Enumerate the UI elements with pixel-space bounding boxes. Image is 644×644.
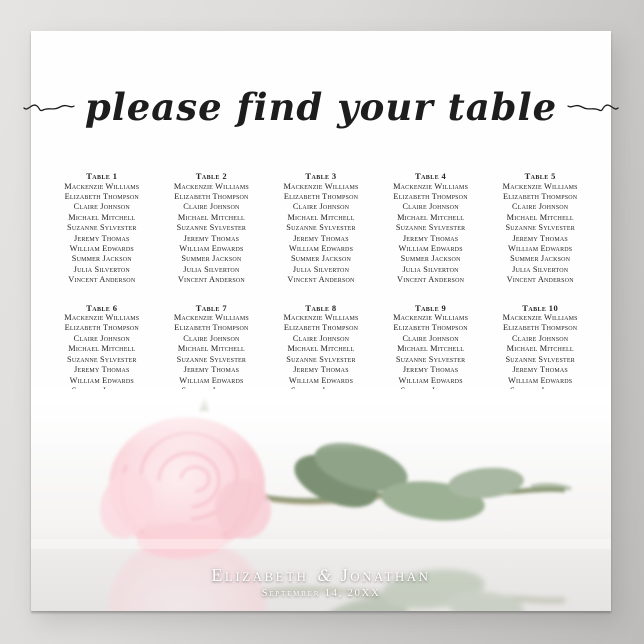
guest-name: William Edwards — [398, 243, 463, 253]
footer — [31, 565, 611, 599]
table-column-4 — [378, 171, 484, 286]
title-row — [31, 71, 611, 143]
table-column-2 — [159, 171, 265, 286]
guest-name: Michael Mitchell — [506, 344, 574, 354]
guest-name: William Edwards — [288, 375, 354, 385]
guest-name: William Edwards — [288, 243, 354, 253]
guest-name: Elizabeth Thompson — [283, 191, 359, 201]
guest-name: Mackenzie Williams — [393, 181, 469, 191]
guest-name: Vincent Anderson — [177, 275, 245, 285]
guest-name: Claire Johnson — [292, 202, 350, 212]
bride-name: Elizabeth — [211, 565, 309, 585]
table-label: Table 4 — [415, 171, 447, 181]
couple-names — [31, 565, 611, 586]
guest-name: Claire Johnson — [402, 333, 459, 343]
table-label: Table 9 — [415, 302, 447, 313]
guest-name: Elizabeth Thompson — [393, 191, 468, 201]
guest-name: Mackenzie Williams — [173, 313, 249, 323]
guest-name: Suzanne Sylvester — [395, 354, 466, 364]
table-label: Table 8 — [305, 302, 337, 313]
guest-name: William Edwards — [179, 375, 244, 385]
groom-name: Jonathan — [340, 565, 431, 585]
guest-name: Mackenzie Williams — [283, 313, 359, 323]
guest-name: Summer Jackson — [290, 254, 352, 264]
guest-name: Elizabeth Thompson — [64, 323, 139, 333]
guest-name: Vincent Anderson — [397, 275, 465, 285]
ampersand: & — [317, 566, 332, 585]
flourish-left-icon — [23, 98, 75, 116]
guest-name: Summer Jackson — [181, 254, 242, 264]
guest-name: Jeremy Thomas — [293, 233, 349, 243]
guest-name: Julia Silverton — [512, 264, 569, 274]
guest-name: Summer Jackson — [400, 254, 461, 264]
guest-name: Jeremy Thomas — [402, 365, 459, 375]
wedding-date: September 14, 20XX — [261, 588, 381, 599]
guest-name: Jeremy Thomas — [512, 365, 568, 375]
seating-chart-poster — [31, 31, 611, 611]
guest-name: Suzanne Sylvester — [286, 223, 356, 233]
guest-name: Claire Johnson — [512, 333, 569, 343]
guest-name: Michael Mitchell — [177, 344, 245, 354]
poster-title: please find your table — [84, 85, 558, 129]
guest-name: Suzanne Sylvester — [505, 354, 575, 364]
flourish-right-icon — [567, 98, 619, 116]
guest-name: William Edwards — [398, 375, 463, 385]
guest-name: Claire Johnson — [183, 333, 240, 343]
guest-name: Claire Johnson — [183, 202, 240, 212]
guest-name: Elizabeth Thompson — [503, 191, 578, 201]
guest-name: Suzanne Sylvester — [67, 354, 137, 364]
guest-name: Jeremy Thomas — [402, 233, 459, 243]
guest-name: William Edwards — [69, 243, 134, 253]
table-label: Table 3 — [305, 171, 337, 181]
table-column-1 — [49, 171, 155, 286]
guest-name: Jeremy Thomas — [74, 365, 130, 375]
guest-name: Julia Silverton — [183, 264, 240, 274]
guest-name: Jeremy Thomas — [293, 365, 349, 375]
guest-name: Claire Johnson — [73, 333, 130, 343]
guest-name: Suzanne Sylvester — [176, 223, 247, 233]
guest-name: Elizabeth Thompson — [174, 191, 249, 201]
guest-name: Summer Jackson — [71, 254, 132, 264]
guest-name: Jeremy Thomas — [74, 233, 130, 243]
guest-name: Suzanne Sylvester — [505, 223, 575, 233]
guest-name: Jeremy Thomas — [183, 233, 240, 243]
guest-name: Michael Mitchell — [68, 344, 136, 354]
guest-name: Julia Silverton — [73, 264, 130, 274]
guest-name: Claire Johnson — [292, 333, 350, 343]
table-label: Table 6 — [86, 302, 118, 313]
guest-name: Michael Mitchell — [397, 344, 465, 354]
guest-name: Mackenzie Williams — [502, 313, 578, 323]
guest-name: Elizabeth Thompson — [64, 191, 139, 201]
table-label: Table 5 — [524, 171, 556, 181]
guest-name: Michael Mitchell — [287, 212, 355, 222]
guest-name: Julia Silverton — [402, 264, 459, 274]
guest-name: Claire Johnson — [402, 202, 459, 212]
guest-name: Michael Mitchell — [506, 212, 574, 222]
guest-name: Mackenzie Williams — [64, 181, 140, 191]
table-column-3 — [268, 171, 374, 286]
guest-name: Michael Mitchell — [287, 344, 355, 354]
guest-name: Julia Silverton — [292, 264, 350, 274]
guest-name: Jeremy Thomas — [512, 233, 568, 243]
guest-name: Mackenzie Williams — [393, 313, 469, 323]
guest-name: Suzanne Sylvester — [176, 354, 247, 364]
table-label: Table 2 — [195, 171, 227, 181]
guest-name: Elizabeth Thompson — [393, 323, 468, 333]
table-column-5 — [487, 171, 593, 286]
guest-name: Michael Mitchell — [397, 212, 465, 222]
guest-name: Suzanne Sylvester — [286, 354, 356, 364]
guest-name: Summer Jackson — [510, 254, 571, 264]
guest-name: Elizabeth Thompson — [174, 323, 249, 333]
table-label: Table 10 — [522, 302, 559, 313]
guest-name: Vincent Anderson — [287, 275, 355, 285]
guest-name: Suzanne Sylvester — [395, 223, 466, 233]
guest-name: Michael Mitchell — [68, 212, 136, 222]
guest-name: Vincent Anderson — [68, 275, 136, 285]
guest-name: Mackenzie Williams — [64, 313, 140, 323]
guest-name: Elizabeth Thompson — [503, 323, 578, 333]
table-label: Table 7 — [195, 302, 227, 313]
guest-name: Mackenzie Williams — [502, 181, 578, 191]
guest-name: Suzanne Sylvester — [67, 223, 137, 233]
table-label: Table 1 — [86, 171, 118, 181]
guest-name: Michael Mitchell — [177, 212, 245, 222]
guest-name: William Edwards — [508, 375, 573, 385]
guest-name: Jeremy Thomas — [183, 365, 240, 375]
guest-name: Claire Johnson — [512, 202, 569, 212]
guest-name: Claire Johnson — [73, 202, 130, 212]
guest-name: William Edwards — [179, 243, 244, 253]
guest-name: Elizabeth Thompson — [283, 323, 359, 333]
guest-name: William Edwards — [508, 243, 573, 253]
guest-name: Vincent Anderson — [506, 275, 574, 285]
guest-name: Mackenzie Williams — [173, 181, 249, 191]
guest-name: Mackenzie Williams — [283, 181, 359, 191]
seating-grid — [49, 171, 593, 417]
guest-name: William Edwards — [69, 375, 134, 385]
